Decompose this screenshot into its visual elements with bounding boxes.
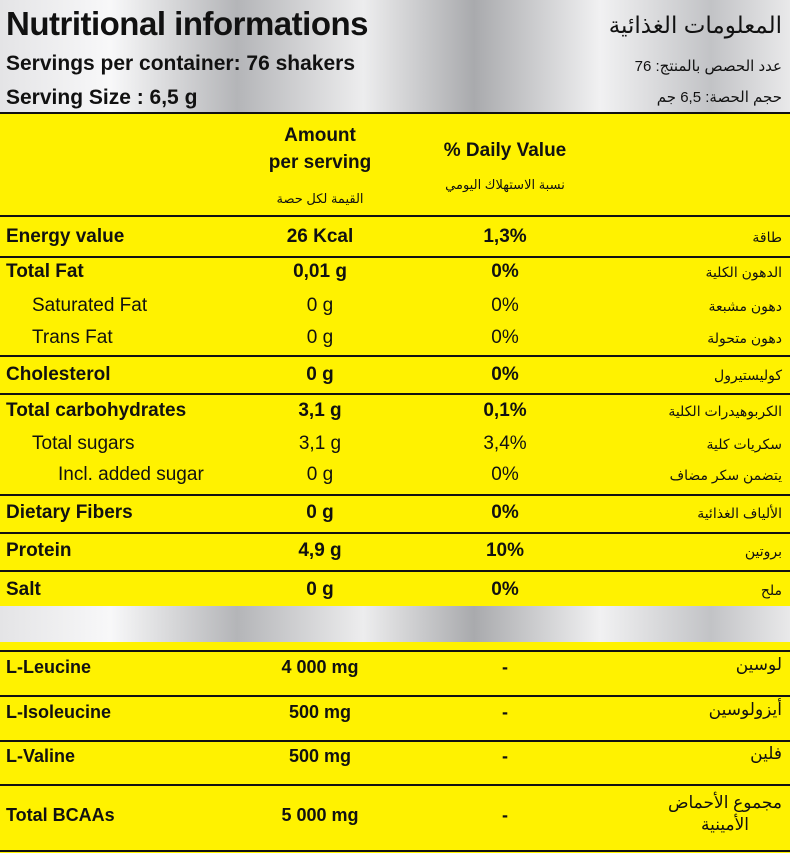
amount-header-line2: per serving <box>268 152 372 173</box>
nutrient-daily-value: 0% <box>491 464 519 485</box>
nutrient-amount: 3,1 g <box>298 433 342 454</box>
nutrient-amount: 4,9 g <box>298 540 342 561</box>
amino-acid-daily-value: - <box>502 805 508 825</box>
nutrient-name: Incl. added sugar <box>58 464 204 485</box>
divider-line <box>0 494 790 496</box>
nutrient-name: Cholesterol <box>6 364 111 385</box>
nutrient-name-arabic: ملح <box>760 582 782 598</box>
nutrient-amount: 0 g <box>306 579 334 600</box>
amino-acid-name-arabic: أيزولوسين <box>708 700 782 719</box>
nutrient-daily-value: 0% <box>491 327 519 348</box>
divider-line <box>0 650 790 652</box>
divider-line <box>0 112 790 114</box>
nutrient-daily-value: 0,1% <box>483 400 527 421</box>
daily-value-column-header: % Daily Value <box>443 140 567 161</box>
nutrient-name: Total Fat <box>6 261 84 282</box>
amount-header-arabic: القيمة لكل حصة <box>276 191 364 206</box>
nutrient-name-arabic: بروتين <box>744 543 782 559</box>
divider-line <box>0 850 790 852</box>
nutrient-amount: 0 g <box>306 364 334 385</box>
divider-line <box>0 570 790 572</box>
amino-acid-amount: 500 mg <box>288 702 352 722</box>
page-title: Nutritional informations <box>6 5 368 42</box>
amino-acid-name-arabic: لوسين <box>735 655 782 674</box>
serving-size-arabic: حجم الحصة: 6,5 جم <box>656 89 782 106</box>
arabic-line: الأمينية <box>700 815 749 834</box>
divider-line <box>0 784 790 786</box>
servings-per-container: Servings per container: 76 shakers <box>6 52 355 75</box>
divider-line <box>0 532 790 534</box>
nutrient-name: Protein <box>6 540 72 561</box>
nutrient-name-arabic: الكربوهيدرات الكلية <box>668 403 782 419</box>
divider-line <box>0 256 790 258</box>
nutrient-amount: 0 g <box>306 327 334 348</box>
amino-acid-amount: 5 000 mg <box>281 805 359 825</box>
nutrient-name: Salt <box>6 579 41 600</box>
nutrient-name: Saturated Fat <box>32 295 148 316</box>
nutrient-name-arabic: يتضمن سكر مضاف <box>669 467 782 483</box>
amino-acid-name: Total BCAAs <box>6 805 115 825</box>
section-divider-band <box>0 606 790 642</box>
nutrient-name-arabic: سكريات كلية <box>706 436 782 452</box>
amino-acid-daily-value: - <box>502 746 508 766</box>
nutrient-amount: 0 g <box>306 295 334 316</box>
amino-acid-amount: 500 mg <box>288 746 352 766</box>
divider-line <box>0 695 790 697</box>
amino-acid-amount: 4 000 mg <box>281 657 359 677</box>
page-title-arabic: المعلومات الغذائية <box>608 12 782 38</box>
nutrient-daily-value: 10% <box>485 540 525 561</box>
amino-acid-name: L-Valine <box>6 746 76 766</box>
servings-arabic: عدد الحصص بالمنتج: 76 <box>634 58 782 75</box>
amino-acid-name-arabic: فلين <box>750 744 782 763</box>
divider-line <box>0 740 790 742</box>
arabic-line: مجموع الأحماض <box>667 793 782 812</box>
divider-line <box>0 215 790 217</box>
amino-acid-daily-value: - <box>502 702 508 722</box>
nutrient-name: Energy value <box>6 226 125 247</box>
amino-acid-daily-value: - <box>502 657 508 677</box>
nutrient-daily-value: 3,4% <box>483 433 527 454</box>
nutrient-daily-value: 1,3% <box>483 226 527 247</box>
nutrient-name: Total carbohydrates <box>6 400 187 421</box>
daily-value-header-arabic: نسبة الاستهلاك اليومي <box>445 177 565 192</box>
nutrient-name-arabic: كوليستيرول <box>714 367 782 383</box>
nutrient-name: Dietary Fibers <box>6 502 133 523</box>
nutrient-daily-value: 0% <box>491 364 519 385</box>
amount-column-header <box>220 122 420 176</box>
nutrient-daily-value: 0% <box>491 579 519 600</box>
nutrient-name-arabic: الألياف الغذائية <box>697 505 782 521</box>
nutrient-daily-value: 0% <box>491 295 519 316</box>
nutrient-amount: 3,1 g <box>298 400 342 421</box>
amino-acid-name-arabic <box>668 792 782 836</box>
nutrient-name-arabic: دهون متحولة <box>707 330 782 346</box>
nutrient-amount: 0,01 g <box>293 261 347 282</box>
amount-header-line1: Amount <box>284 125 356 146</box>
nutrient-amount: 26 Kcal <box>286 226 354 247</box>
amino-acid-name: L-Isoleucine <box>6 702 112 722</box>
nutrient-name: Total sugars <box>32 433 135 454</box>
nutrient-name-arabic: طاقة <box>752 229 782 245</box>
nutrient-amount: 0 g <box>306 502 334 523</box>
nutrient-amount: 0 g <box>306 464 334 485</box>
nutrient-daily-value: 0% <box>491 261 519 282</box>
divider-line <box>0 393 790 395</box>
amino-acid-name: L-Leucine <box>6 657 92 677</box>
nutrient-daily-value: 0% <box>491 502 519 523</box>
nutrient-name-arabic: الدهون الكلية <box>705 264 782 280</box>
serving-size: Serving Size : 6,5 g <box>6 86 198 109</box>
nutrient-name-arabic: دهون مشبعة <box>708 298 782 314</box>
nutrient-name: Trans Fat <box>32 327 113 348</box>
divider-line <box>0 355 790 357</box>
